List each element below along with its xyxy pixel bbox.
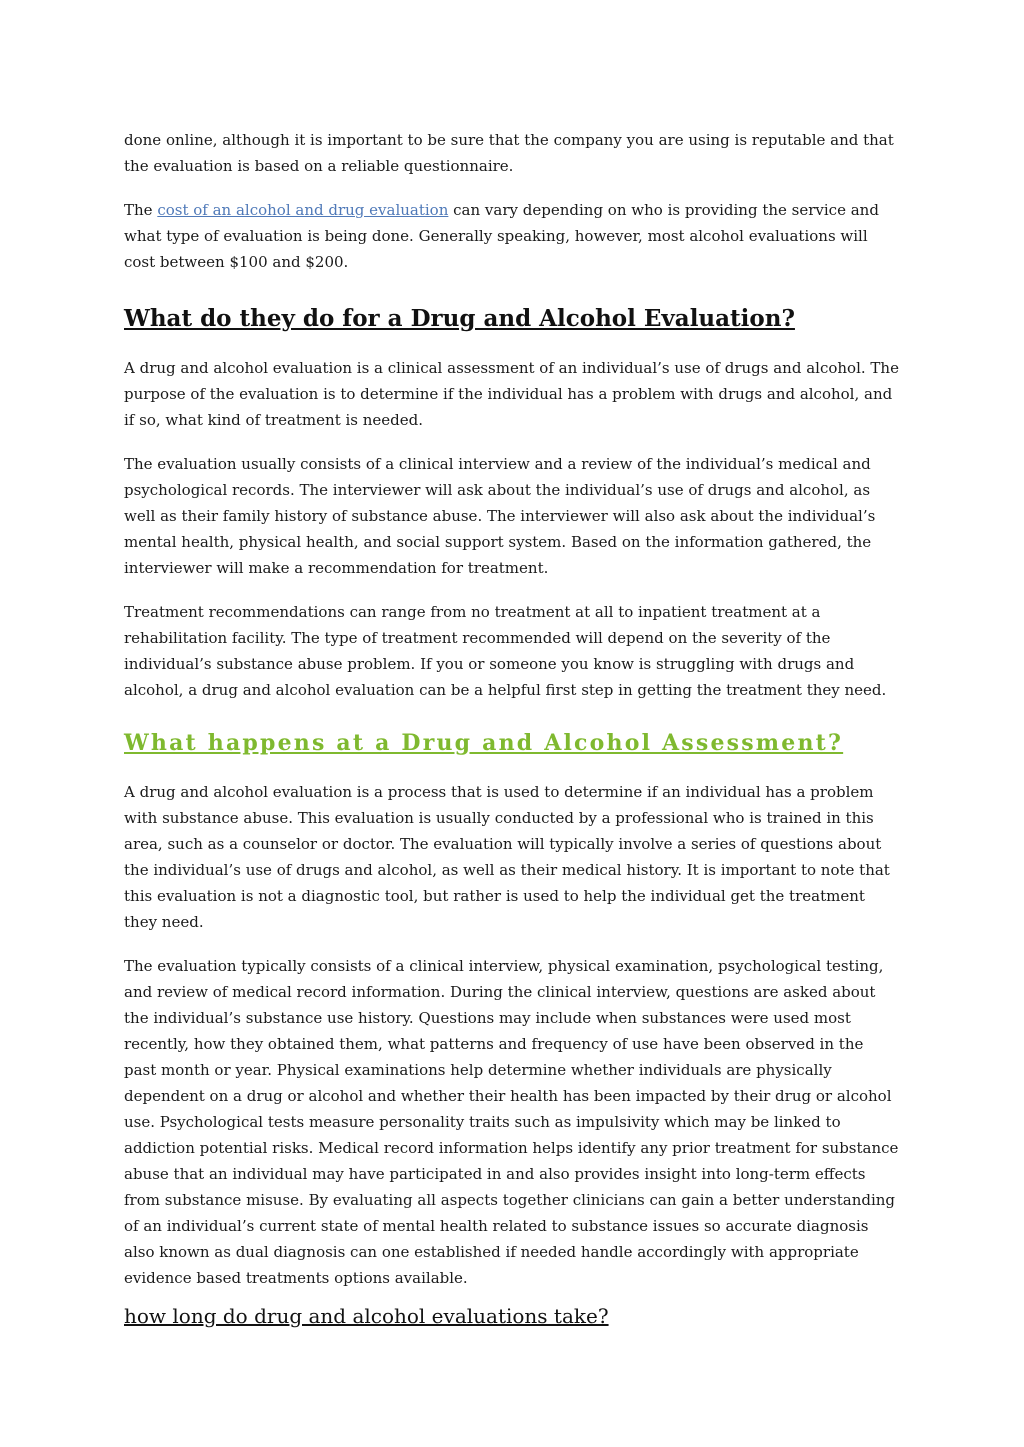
- section-heading-what-they-do: What do they do for a Drug and Alcohol Evaluation?: [124, 305, 795, 332]
- section-heading-what-happens: What happens at a Drug and Alcohol Assessment?: [124, 730, 844, 756]
- section2-paragraph: The evaluation typically consists of a clinical interview, physical examination, psychological testing, and review of medical record information. During the clinical interview, questions are asked about the individual’s substance use history. Questions may include when substances were used most recently, how they obtained them, what patterns and frequency of use have been observed in the past month or year. Physical examinations help determine whether individuals are physically dependent on a drug or alcohol and whether their health has been impacted by their drug or alcohol use. Psychological tests measure personality traits such as impulsivity which may be linked to addiction potential risks. Medical record information helps identify any prior treatment for substance abuse that an individual may have participated in and also provides insight into long-term effects from substance misuse. By evaluating all aspects together clinicians can gain a better understanding of an individual’s current state of mental health related to substance issues so accurate diagnosis also known as dual diagnosis can one established if needed handle accordingly with appropriate evidence based treatments options available.: [124, 957, 899, 1287]
- intro-paragraph: done online, although it is important to be sure that the company you are using is reputable and that the evaluation is based on a reliable questionnaire.: [124, 131, 894, 175]
- section1-paragraph: The evaluation usually consists of a clinical interview and a review of the individual’s medical and psychological records. The interviewer will ask about the individual’s use of drugs and alcohol, as well as their family history of substance abuse. The interviewer will also ask about the individual’s mental health, physical health, and social support system. Based on the information gathered, the interviewer will make a recommendation for treatment.: [124, 455, 876, 577]
- section2-paragraph: A drug and alcohol evaluation is a process that is used to determine if an individual has a problem with substance abuse. This evaluation is usually conducted by a professional who is trained in this area, such as a counselor or doctor. The evaluation will typically involve a series of questions about the individual’s use of drugs and alcohol, as well as their medical history. It is important to note that this evaluation is not a diagnostic tool, but rather is used to help the individual get the treatment they need.: [124, 783, 890, 931]
- cost-paragraph-lead: The: [124, 201, 158, 219]
- section1-paragraph: A drug and alcohol evaluation is a clinical assessment of an individual’s use of drugs and alcohol. The purpose of the evaluation is to determine if the individual has a problem with drugs and alcohol, and if so, what kind of treatment is needed.: [124, 359, 899, 429]
- cost-evaluation-link[interactable]: cost of an alcohol and drug evaluation: [157, 201, 449, 219]
- cost-paragraph-rest: can vary depending on who is providing the service and what type of evaluation is being done. Generally speaking, however, most alcohol evaluations will cost between $100 and $200.: [124, 201, 879, 271]
- section1-paragraph: Treatment recommendations can range from no treatment at all to inpatient treatment at a rehabilitation facility. The type of treatment recommended will depend on the severity of the individual’s substance abuse problem. If you or someone you know is struggling with drugs and alcohol, a drug and alcohol evaluation can be a helpful first step in getting the treatment they need.: [124, 603, 887, 699]
- section-heading-how-long: how long do drug and alcohol evaluations take?: [124, 1304, 609, 1328]
- document-page: [124, 127, 900, 1331]
- cost-paragraph: [124, 197, 900, 275]
